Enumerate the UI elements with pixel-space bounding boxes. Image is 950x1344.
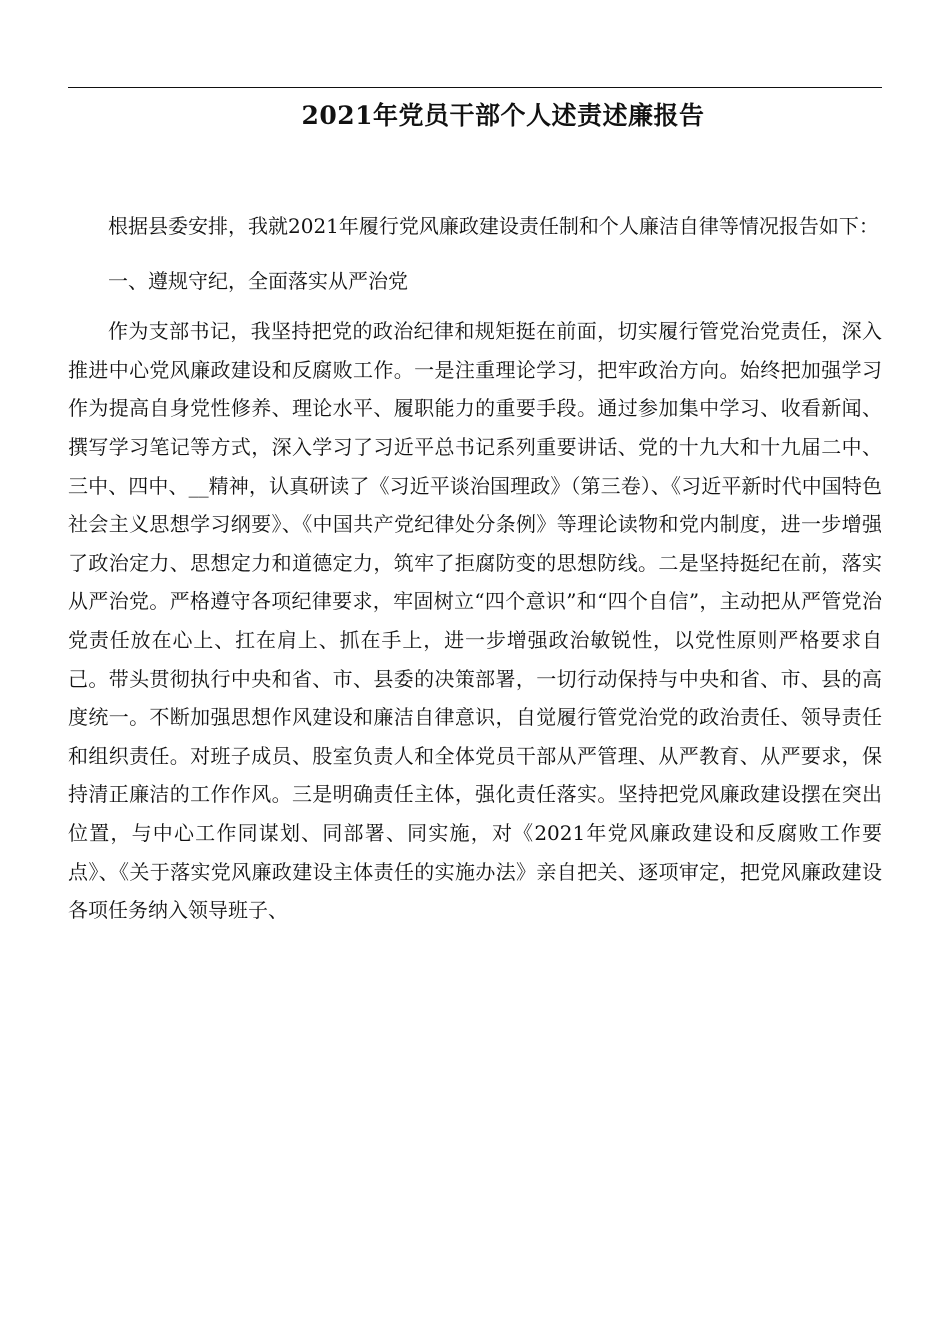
document-title: 2021年党员干部个人述责述廉报告 xyxy=(301,101,705,130)
section-1-paragraph: 作为支部书记，我坚持把党的政治纪律和规矩挺在前面，切实履行管党治党责任，深入推进中心党风廉政建设和反腐败工作。一是注重理论学习，把牢政治方向。始终把加强学习作为提高自身党性修养、理论水平、履职能力的重要手段。通过参加集中学习、收看新闻、撰写学习笔记等方式，深入学习了习近平总书记系列重要讲话、党的十九大和十九届二中、三中、四中、__精神，认真研读了《习近平谈治国理政》（第三卷）、《习近平新时代中国特色社会主义思想学习纲要》、《中国共产党纪律处分条例》等理论读物和党内制度，进一步增强了政治定力、思想定力和道德定力，筑牢了拒腐防变的思想防线。二是坚持挺纪在前，落实从严治党。严格遵守各项纪律要求，牢固树立“四个意识”和“四个自信”，主动把从严管党治党责任放在心上、扛在肩上、抓在手上，进一步增强政治敏锐性，以党性原则严格要求自己。带头贯彻执行中央和省、市、县委的决策部署，一切行动保持与中央和省、市、县的高度统一。不断加强思想作风建设和廉洁自律意识，自觉履行管党治党的政治责任、领导责任和组织责任。对班子成员、股室负责人和全体党员干部从严管理、从严教育、从严要求，保持清正廉洁的工作作风。三是明确责任主体，强化责任落实。坚持把党风廉政建设摆在突出位置，与中心工作同谋划、同部署、同实施，对《2021年党风廉政建设和反腐败工作要点》、《关于落实党风廉政建设主体责任的实施办法》亲自把关、逐项审定，把党风廉政建设各项任务纳入领导班子、 xyxy=(68,319,882,923)
document-body xyxy=(68,207,882,930)
intro-paragraph: 根据县委安排，我就2021年履行党风廉政建设责任制和个人廉洁自律等情况报告如下： xyxy=(108,214,879,238)
section-heading-1: 一、遵规守纪，全面落实从严治党 xyxy=(108,268,408,293)
header-rule xyxy=(68,87,882,88)
